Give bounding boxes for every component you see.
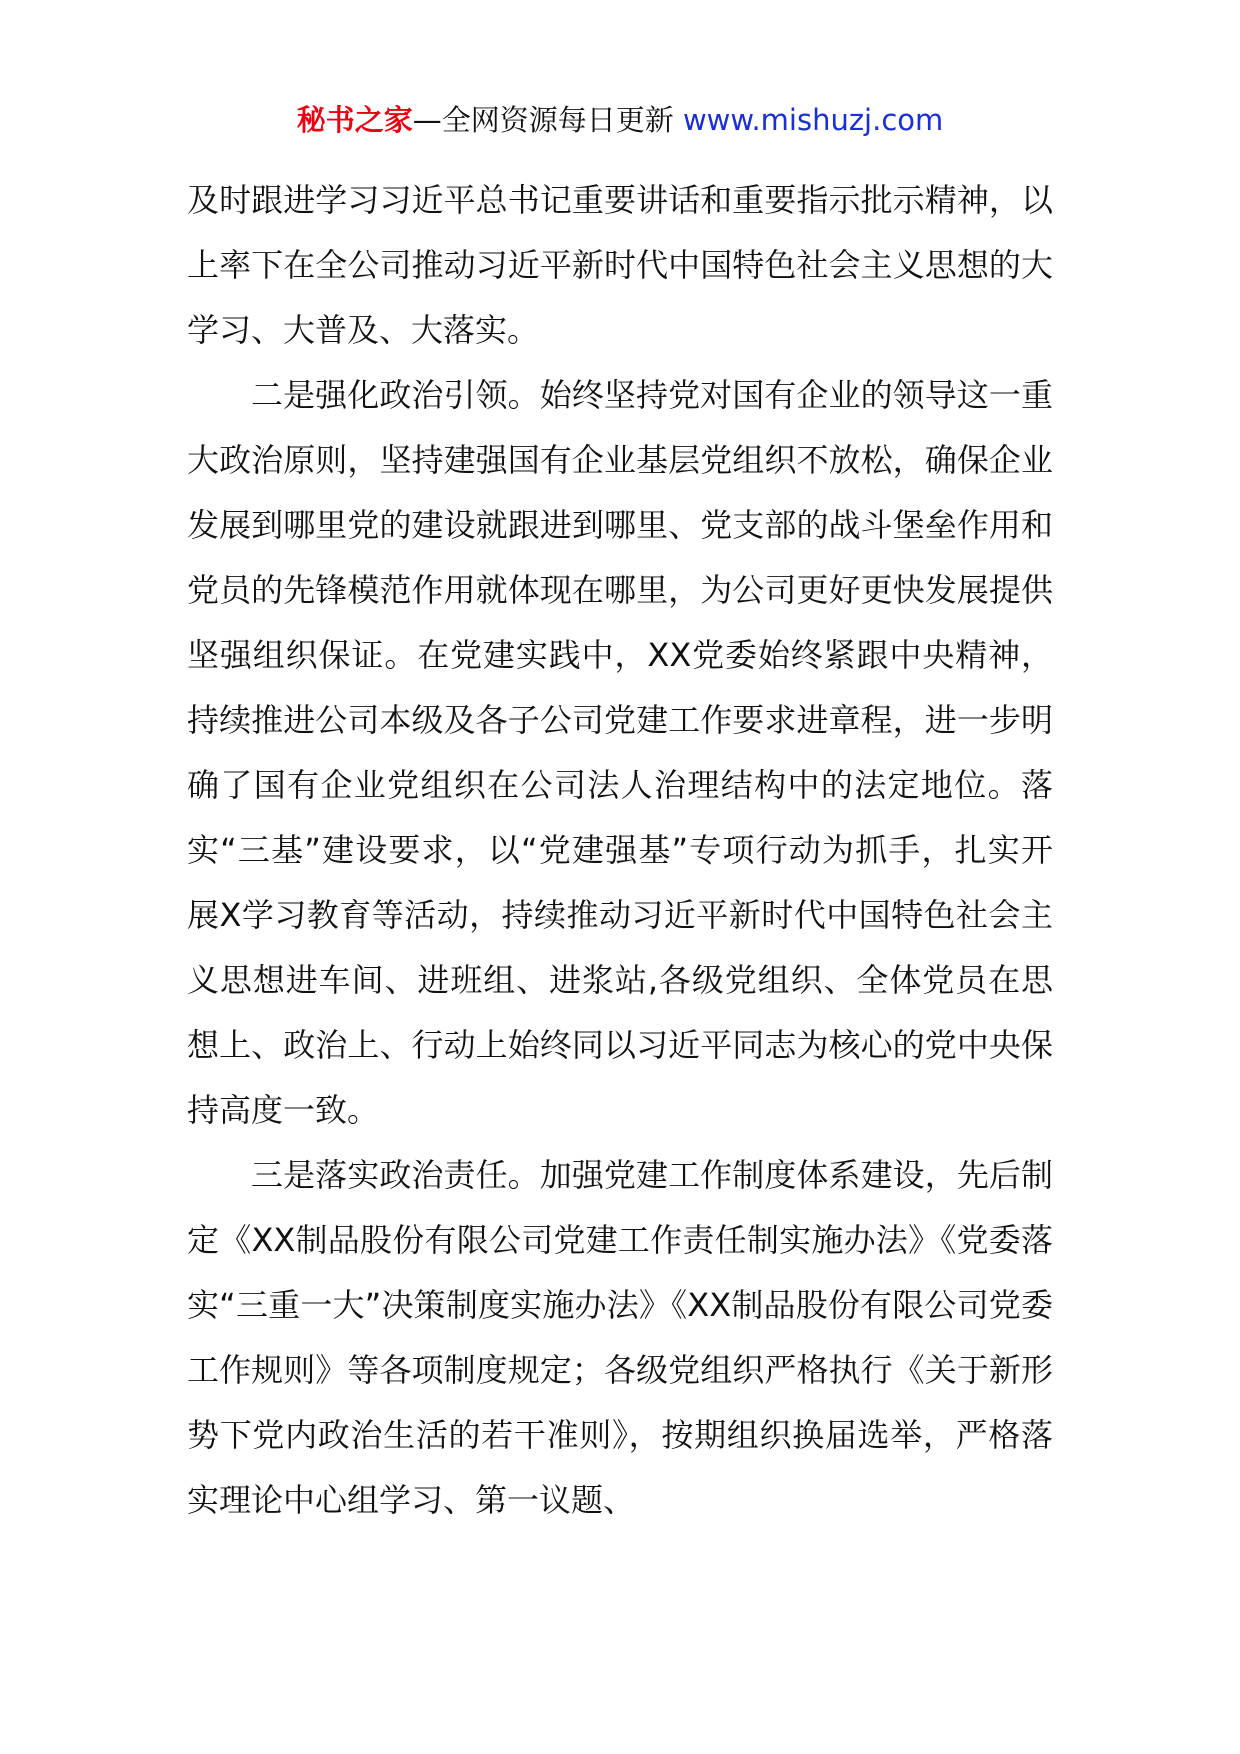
paragraph-political-responsibility: 三是落实政治责任。加强党建工作制度体系建设，先后制定《XX制品股份有限公司党建工作责任制实施办法》《党委落实“三重一大”决策制度实施办法》《XX制品股份有限公司党委工作规则》等各项制度规定；各级党组织严格执行《关于新形势下党内政治生活的若干准则》，按期组织换届选举，严格落实理论中心组学习、第一议题、 — [187, 1156, 1053, 1519]
site-url: www.mishuzj.com — [682, 103, 944, 137]
document-body — [187, 168, 1053, 1533]
page-header — [0, 100, 1240, 140]
paragraph-continuation: 及时跟进学习习近平总书记重要讲话和重要指示批示精神，以上率下在全公司推动习近平新时代中国特色社会主义思想的大学习、大普及、大落实。 — [187, 181, 1053, 349]
paragraph-political-guidance: 二是强化政治引领。始终坚持党对国有企业的领导这一重大政治原则，坚持建强国有企业基层党组织不放松，确保企业发展到哪里党的建设就跟进到哪里、党支部的战斗堡垒作用和党员的先锋模范作用就体现在哪里，为公司更好更快发展提供坚强组织保证。在党建实践中，XX党委始终紧跟中央精神，持续推进公司本级及各子公司党建工作要求进章程，进一步明确了国有企业党组织在公司法人治理结构中的法定地位。落实“三基”建设要求，以“党建强基”专项行动为抓手，扎实开展X学习教育等活动，持续推动习近平新时代中国特色社会主义思想进车间、进班组、进浆站,各级党组织、全体党员在思想上、政治上、行动上始终同以习近平同志为核心的党中央保持高度一致。 — [187, 376, 1053, 1129]
brand-name: 秘书之家 — [296, 103, 413, 137]
header-tagline: —全网资源每日更新 — [412, 103, 674, 137]
